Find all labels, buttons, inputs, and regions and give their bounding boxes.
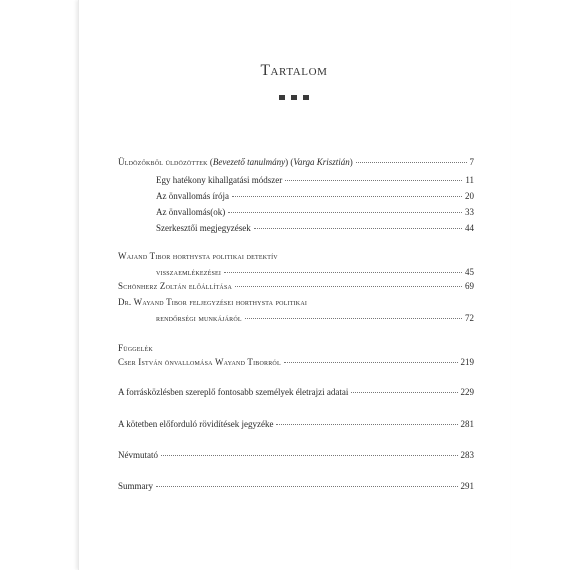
toc-entry-label-cont: visszaemlékezései [156,267,222,277]
toc-subentry[interactable] [156,175,474,186]
toc-entry-label-part: ) [349,157,353,167]
toc-entry-label: Az önvallomás írója [156,191,229,201]
leader-dots [245,317,462,319]
leader-dots [224,271,462,273]
toc-entry-label: A forrásközlésben szereplő fontosabb személyek életrajzi adatai [118,387,349,397]
toc-entry-label-part: ) ( [285,157,294,167]
toc-entry-label-part: ( [207,157,213,167]
toc-entry[interactable] [118,251,474,278]
toc-entry-label: Üldözőkből üldözöttek [118,157,208,167]
toc-page-number: 219 [460,357,474,367]
toc-entry-label: A kötetben előforduló rövidítések jegyzéke [118,419,274,429]
toc-entry-label: Schönherz Zoltán előállítása [118,281,233,291]
toc-page-number: 283 [460,450,474,460]
leader-dots [356,161,467,163]
toc-entry[interactable] [118,419,474,430]
toc-subentry[interactable] [156,223,474,234]
toc-entry[interactable] [118,157,474,168]
toc-page-number: 229 [460,387,474,397]
toc-subentry[interactable] [156,191,474,202]
toc-entry[interactable] [118,450,474,461]
leader-dots [235,285,462,287]
leader-dots [276,423,457,425]
toc-entry-label: Egy hatékony kihallgatási módszer [156,175,283,185]
toc-page-number: 20 [465,191,474,201]
page-title: Tartalom [260,62,328,79]
toc-page-number: 33 [465,207,474,217]
toc-entry-label-italic: Bevezető tanulmány [212,157,286,167]
toc-entry-label: Névmutató [118,450,158,460]
leader-dots [285,179,462,181]
toc-entry-label-cont: rendőrségi munkájáról [156,313,242,323]
leader-dots [232,195,462,197]
toc-entry-label: Az önvallomás(ok) [156,207,226,217]
toc-page-number: 7 [469,157,474,167]
toc-entry[interactable] [118,387,474,398]
leader-dots [228,211,462,213]
leader-dots [254,227,462,229]
toc-entry-label: Cser István önvallomása Wayand Tiborról [118,357,281,367]
toc-entry-label: Wajand Tibor horthysta politikai detektív [118,251,278,261]
toc-entry[interactable] [118,281,474,292]
toc-page-number: 11 [465,175,474,185]
toc-entry[interactable] [118,481,474,492]
toc-page-number: 72 [465,313,474,323]
leader-dots [161,454,458,456]
leader-dots [351,391,457,393]
toc-entry-author: Varga Krisztián [293,157,350,167]
leader-dots [284,361,458,363]
toc-page-number: 291 [460,481,474,491]
toc-page-number: 45 [465,267,474,277]
leader-dots [156,485,458,487]
toc-entry[interactable] [118,297,474,324]
toc-entry-label: Summary [118,481,153,491]
section-heading: Függelék [118,343,153,353]
toc-entry[interactable] [118,357,474,368]
ornament-dots [279,95,309,101]
toc-entry-label: Dr. Wayand Tibor feljegyzései horthysta politikai [118,297,308,307]
toc-page-number: 44 [465,223,474,233]
toc-page-number: 69 [465,281,474,291]
toc-subentry[interactable] [156,207,474,218]
book-page [78,0,510,570]
toc-entry-label: Szerkesztői megjegyzések [156,223,251,233]
toc-page-number: 281 [460,419,474,429]
